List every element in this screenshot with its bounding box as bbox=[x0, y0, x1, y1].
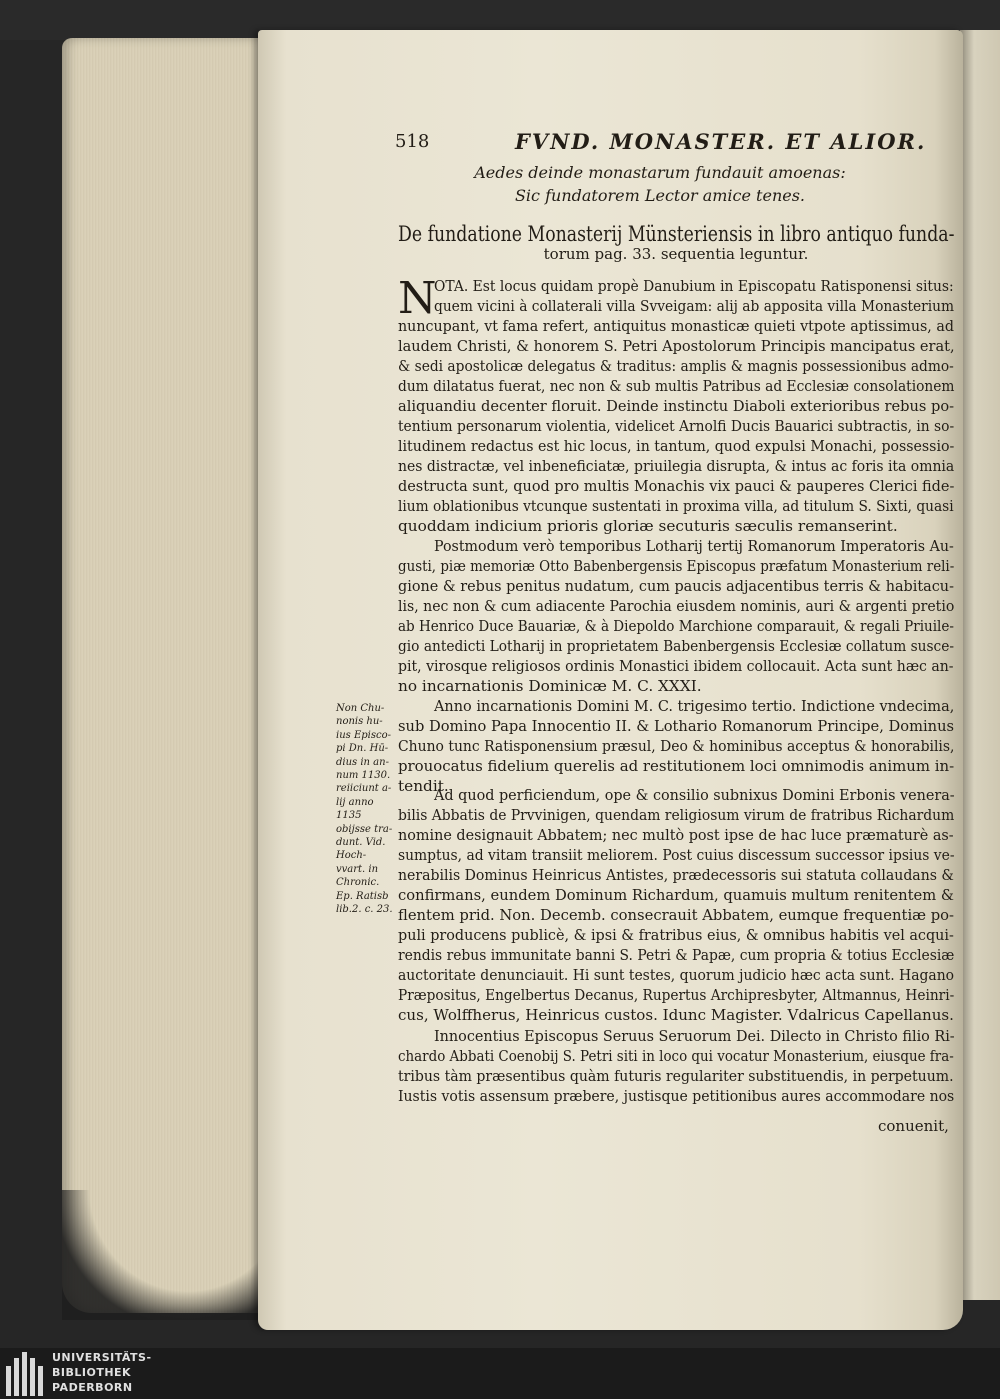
margin-note-line: nonis hu- bbox=[336, 716, 383, 728]
text-line: Iustis votis assensum præbere, justisque petitionibus aures accommodare nos bbox=[398, 1087, 955, 1105]
text-line: Innocentius Episcopus Seruus Seruorum Dei. Dilecto in Christo filio Ri- bbox=[434, 1027, 955, 1045]
verse-line-2: Sic fundatorem Lector amice tenes. bbox=[514, 186, 806, 205]
library-name bbox=[52, 1350, 152, 1395]
text-line: lis, nec non & cum adiacente Parochia eiusdem nominis, auri & argenti pretio bbox=[398, 597, 955, 615]
text-line: gio antedicti Lotharij in proprietatem Babenbergensis Ecclesiæ collatum susce- bbox=[398, 637, 955, 655]
text-line: Præpositus, Engelbertus Decanus, Rupertus Archipresbyter, Altmannus, Heinri- bbox=[398, 986, 955, 1004]
text-line: lium oblationibus vtcunque sustentati in proxima villa, ad titulum S. Sixti, quasi bbox=[398, 497, 954, 515]
running-title: FVND. MONASTER. ET ALIOR. bbox=[515, 129, 927, 154]
margin-note-line: dunt. Vid. bbox=[336, 837, 386, 849]
margin-note-line: pi Dn. Hū- bbox=[336, 743, 389, 755]
text-line: sumptus, ad vitam transiit meliorem. Post cuius discessum successor ipsius ve- bbox=[398, 846, 955, 864]
text-line: auctoritate denunciauit. Hi sunt testes, quorum judicio hæc acta sunt. Hagano bbox=[398, 966, 955, 984]
text-line: Ad quod perficiendum, ope & consilio subnixus Domini Erbonis venera- bbox=[434, 786, 955, 804]
margin-note-line: Ep. Ratisb bbox=[336, 890, 389, 902]
page-block-shadow bbox=[62, 1190, 272, 1320]
library-line-1: UNIVERSITÄTS- bbox=[52, 1351, 152, 1364]
text-line: tribus tàm præsentibus quàm futuris regulariter substituendis, in perpetuum. bbox=[398, 1067, 954, 1085]
text-line: nuncupant, vt fama refert, antiquitus monasticæ quieti vtpote aptissimus, ad bbox=[398, 317, 954, 335]
margin-note-line: reiiciunt a- bbox=[336, 783, 392, 795]
text-line: Anno incarnationis Domini M. C. trigesimo tertio. Indictione vndecima, bbox=[434, 697, 955, 715]
text-line: gusti, piæ memoriæ Otto Babenbergensis Episcopus præfatum Monasterium reli- bbox=[398, 557, 955, 575]
text-line: ab Henrico Duce Bauariæ, & à Diepoldo Marchione comparauit, & regali Priuile- bbox=[398, 617, 954, 635]
page-number: 518 bbox=[395, 131, 430, 152]
text-line: confirmans, eundem Dominum Richardum, quamuis multum renitentem & bbox=[398, 886, 954, 904]
margin-note-line: obijsse tra- bbox=[336, 823, 393, 835]
margin-note-line: lib.2. c. 23. bbox=[336, 904, 393, 916]
text-line: OTA. Est locus quidam propè Danubium in Episcopatu Ratisponensi situs: bbox=[434, 277, 954, 295]
text-line: pit, virosque religiosos ordinis Monastici ibidem collocauit. Acta sunt hæc an- bbox=[398, 657, 954, 675]
text-line: quem vicini à collaterali villa Svveigam: alij ab apposita villa Monasterium bbox=[434, 297, 955, 315]
text-line: chardo Abbati Coenobij S. Petri siti in loco qui vocatur Monasterium, eiusque fra- bbox=[398, 1047, 954, 1065]
text-line: aliquandiu decenter floruit. Deinde instinctu Diaboli exterioribus rebus po- bbox=[398, 397, 955, 415]
margin-note-line: lij anno bbox=[336, 796, 374, 808]
text-line: quoddam indicium prioris gloriæ secuturis sæculis remanserint. bbox=[398, 517, 898, 535]
text-line: tendit. bbox=[398, 777, 449, 795]
text-line: destructa sunt, quod pro multis Monachis vix pauci & pauperes Clerici fide- bbox=[398, 477, 955, 495]
margin-note-line: Non Chu- bbox=[336, 703, 385, 714]
text-line: bilis Abbatis de Prvvinigen, quendam religiosum virum de fratribus Richardum bbox=[398, 806, 955, 824]
margin-note-line: vvart. in bbox=[336, 863, 379, 875]
text-line: Chuno tunc Ratisponensium præsul, Deo & hominibus acceptus & honorabilis, bbox=[398, 737, 955, 755]
text-line: dum dilatatus fuerat, nec non & sub multis Patribus ad Ecclesiæ consolationem bbox=[398, 377, 955, 395]
text-line: litudinem redactus est hic locus, in tantum, quod expulsi Monachi, possessio- bbox=[398, 437, 955, 455]
text-line: prouocatus fidelium querelis ad restitutionem loci omnimodis animum in- bbox=[398, 757, 955, 775]
text-line: Postmodum verò temporibus Lotharij tertij Romanorum Imperatoris Au- bbox=[434, 537, 954, 555]
library-line-3: PADERBORN bbox=[52, 1381, 133, 1394]
page-block-edge bbox=[62, 38, 262, 1313]
drop-capital: N bbox=[398, 273, 437, 324]
section-title: De fundatione Monasterij Münsteriensis in libro antiquo funda- bbox=[398, 222, 955, 246]
text-line: cus, Wolffherus, Heinricus custos. Idunc Magister. Vdalricus Capellanus. bbox=[398, 1006, 954, 1024]
library-line-2: BIBLIOTHEK bbox=[52, 1366, 132, 1379]
text-line: sub Domino Papa Innocentio II. & Lothario Romanorum Principe, Dominus bbox=[398, 717, 955, 735]
verse-line-1: Aedes deinde monastarum fundauit amoenas: bbox=[474, 163, 846, 182]
text-line: nerabilis Dominus Heinricus Antistes, prædecessoris sui statuta collaudans & bbox=[398, 866, 954, 884]
text-line: tentium personarum violentia, videlicet Arnolfi Ducis Bauarici subtractis, in so- bbox=[398, 417, 955, 435]
library-logo-icon bbox=[6, 1352, 46, 1396]
text-line: rendis rebus immunitate banni S. Petri & Papæ, cum propria & totius Ecclesiæ bbox=[398, 946, 955, 964]
section-subtitle: torum pag. 33. sequentia leguntur. bbox=[543, 245, 809, 263]
margin-note-line: num 1130. bbox=[336, 770, 391, 782]
text-line: nes distractæ, vel inbeneficiatæ, priuilegia disrupta, & intus ac foris ita omnia bbox=[398, 457, 955, 475]
text-line: nomine designauit Abbatem; nec multò post ipse de hac luce præmaturè as- bbox=[398, 826, 954, 844]
facing-page-edge bbox=[960, 30, 1000, 1300]
text-line: & sedi apostolicæ delegatus & traditus: amplis & magnis possessionibus admo- bbox=[398, 357, 954, 375]
text-line: no incarnationis Dominicæ M. C. XXXI. bbox=[398, 677, 702, 695]
margin-note-line: ius Episco- bbox=[336, 729, 391, 741]
margin-note-line: Hoch- bbox=[336, 850, 367, 862]
text-line: gione & rebus penitus nudatum, cum paucis adjacentibus terris & habitacu- bbox=[398, 577, 954, 595]
text-line: flentem prid. Non. Decemb. consecrauit Abbatem, eumque frequentiæ po- bbox=[398, 906, 955, 924]
margin-note-line: dius in an- bbox=[336, 756, 389, 768]
page-header bbox=[395, 131, 955, 159]
catchword: conuenit, bbox=[878, 1117, 949, 1135]
margin-note bbox=[336, 702, 398, 917]
margin-note-line: Chronic. bbox=[336, 877, 380, 889]
text-line: laudem Christi, & honorem S. Petri Apostolorum Principis mancipatus erat, bbox=[398, 337, 955, 355]
margin-note-line: 1135 bbox=[336, 810, 362, 822]
text-line: puli producens publicè, & ipsi & fratribus eius, & omnibus habitis vel acqui- bbox=[398, 926, 954, 944]
